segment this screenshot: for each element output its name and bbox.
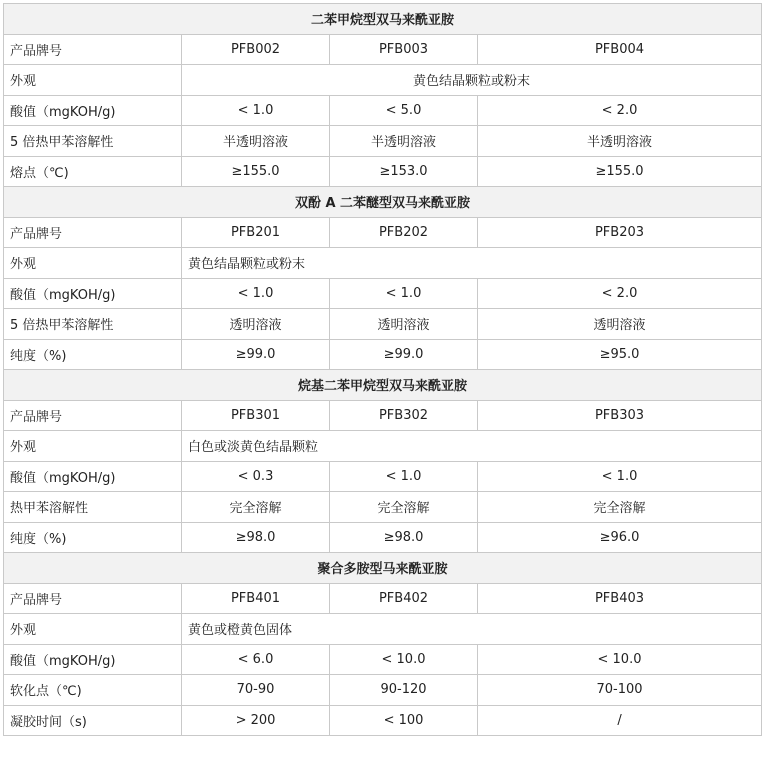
table-row (4, 614, 762, 645)
section-title: 聚合多胺型马来酰亚胺 (4, 553, 762, 584)
row-label: 外观 (4, 248, 182, 279)
row-label: 酸值（mgKOH/g) (4, 278, 182, 309)
table-cell: < 1.0 (182, 95, 330, 126)
row-label: 酸值（mgKOH/g) (4, 644, 182, 675)
table-cell: 透明溶液 (330, 309, 478, 340)
row-label: 熔点（℃) (4, 156, 182, 187)
table-cell: 完全溶解 (330, 492, 478, 523)
table-cell: < 1.0 (182, 278, 330, 309)
section-header-row (4, 370, 762, 401)
table-cell: < 10.0 (478, 644, 762, 675)
table-cell: PFB202 (330, 217, 478, 248)
table-cell: > 200 (182, 705, 330, 736)
table-cell: < 10.0 (330, 644, 478, 675)
table-cell: PFB003 (330, 34, 478, 65)
section-header-row (4, 553, 762, 584)
table-cell-merged: 黄色结晶颗粒或粉末 (182, 65, 762, 96)
table-cell: 半透明溶液 (330, 126, 478, 157)
table-row (4, 644, 762, 675)
table-cell: ≥153.0 (330, 156, 478, 187)
table-cell: PFB302 (330, 400, 478, 431)
row-label: 外观 (4, 614, 182, 645)
row-label: 酸值（mgKOH/g) (4, 95, 182, 126)
table-row (4, 156, 762, 187)
table-row (4, 65, 762, 96)
table-cell: 完全溶解 (478, 492, 762, 523)
table-cell: < 1.0 (330, 278, 478, 309)
table-cell: / (478, 705, 762, 736)
table-cell: 半透明溶液 (478, 126, 762, 157)
table-cell: PFB403 (478, 583, 762, 614)
table-cell: 完全溶解 (182, 492, 330, 523)
row-label: 外观 (4, 431, 182, 462)
table-row (4, 675, 762, 706)
table-cell: PFB401 (182, 583, 330, 614)
table-row (4, 522, 762, 553)
table-row (4, 95, 762, 126)
table-cell: < 1.0 (330, 461, 478, 492)
table-cell: 透明溶液 (182, 309, 330, 340)
section-header-row (4, 4, 762, 35)
row-label: 酸值（mgKOH/g) (4, 461, 182, 492)
table-cell: ≥95.0 (478, 339, 762, 370)
row-label: 热甲苯溶解性 (4, 492, 182, 523)
table-row (4, 217, 762, 248)
table-cell-merged: 白色或淡黄色结晶颗粒 (182, 431, 762, 462)
table-cell: < 0.3 (182, 461, 330, 492)
table-cell: PFB303 (478, 400, 762, 431)
table-cell: PFB301 (182, 400, 330, 431)
table-cell: ≥99.0 (330, 339, 478, 370)
table-row (4, 431, 762, 462)
table-cell: ≥155.0 (182, 156, 330, 187)
table-cell: 90-120 (330, 675, 478, 706)
row-label: 产品牌号 (4, 400, 182, 431)
table-cell: ≥99.0 (182, 339, 330, 370)
table-row (4, 492, 762, 523)
table-cell: 70-90 (182, 675, 330, 706)
row-label: 5 倍热甲苯溶解性 (4, 126, 182, 157)
table-row (4, 126, 762, 157)
table-cell: 半透明溶液 (182, 126, 330, 157)
table-cell: 70-100 (478, 675, 762, 706)
table-cell: < 2.0 (478, 95, 762, 126)
row-label: 纯度（%) (4, 339, 182, 370)
table-cell: < 100 (330, 705, 478, 736)
table-cell: < 5.0 (330, 95, 478, 126)
row-label: 产品牌号 (4, 217, 182, 248)
table-cell: ≥98.0 (182, 522, 330, 553)
table-row (4, 705, 762, 736)
row-label: 外观 (4, 65, 182, 96)
table-cell: < 1.0 (478, 461, 762, 492)
table-row (4, 583, 762, 614)
table-cell: PFB203 (478, 217, 762, 248)
table-row (4, 461, 762, 492)
row-label: 5 倍热甲苯溶解性 (4, 309, 182, 340)
table-cell: PFB201 (182, 217, 330, 248)
table-cell: 透明溶液 (478, 309, 762, 340)
table-cell: PFB402 (330, 583, 478, 614)
section-header-row (4, 187, 762, 218)
table-cell: ≥155.0 (478, 156, 762, 187)
row-label: 产品牌号 (4, 583, 182, 614)
table-row (4, 248, 762, 279)
row-label: 凝胶时间（s) (4, 705, 182, 736)
table-row (4, 339, 762, 370)
table-cell: < 2.0 (478, 278, 762, 309)
row-label: 软化点（℃) (4, 675, 182, 706)
section-title: 双酚 A 二苯醚型双马来酰亚胺 (4, 187, 762, 218)
row-label: 产品牌号 (4, 34, 182, 65)
table-cell-merged: 黄色或橙黄色固体 (182, 614, 762, 645)
table-row (4, 309, 762, 340)
table-cell: < 6.0 (182, 644, 330, 675)
table-cell: PFB002 (182, 34, 330, 65)
product-spec-table (3, 3, 762, 736)
table-row (4, 278, 762, 309)
table-cell: ≥96.0 (478, 522, 762, 553)
row-label: 纯度（%) (4, 522, 182, 553)
table-cell-merged: 黄色结晶颗粒或粉末 (182, 248, 762, 279)
table-row (4, 34, 762, 65)
table-cell: PFB004 (478, 34, 762, 65)
section-title: 二苯甲烷型双马来酰亚胺 (4, 4, 762, 35)
table-row (4, 400, 762, 431)
section-title: 烷基二苯甲烷型双马来酰亚胺 (4, 370, 762, 401)
table-cell: ≥98.0 (330, 522, 478, 553)
